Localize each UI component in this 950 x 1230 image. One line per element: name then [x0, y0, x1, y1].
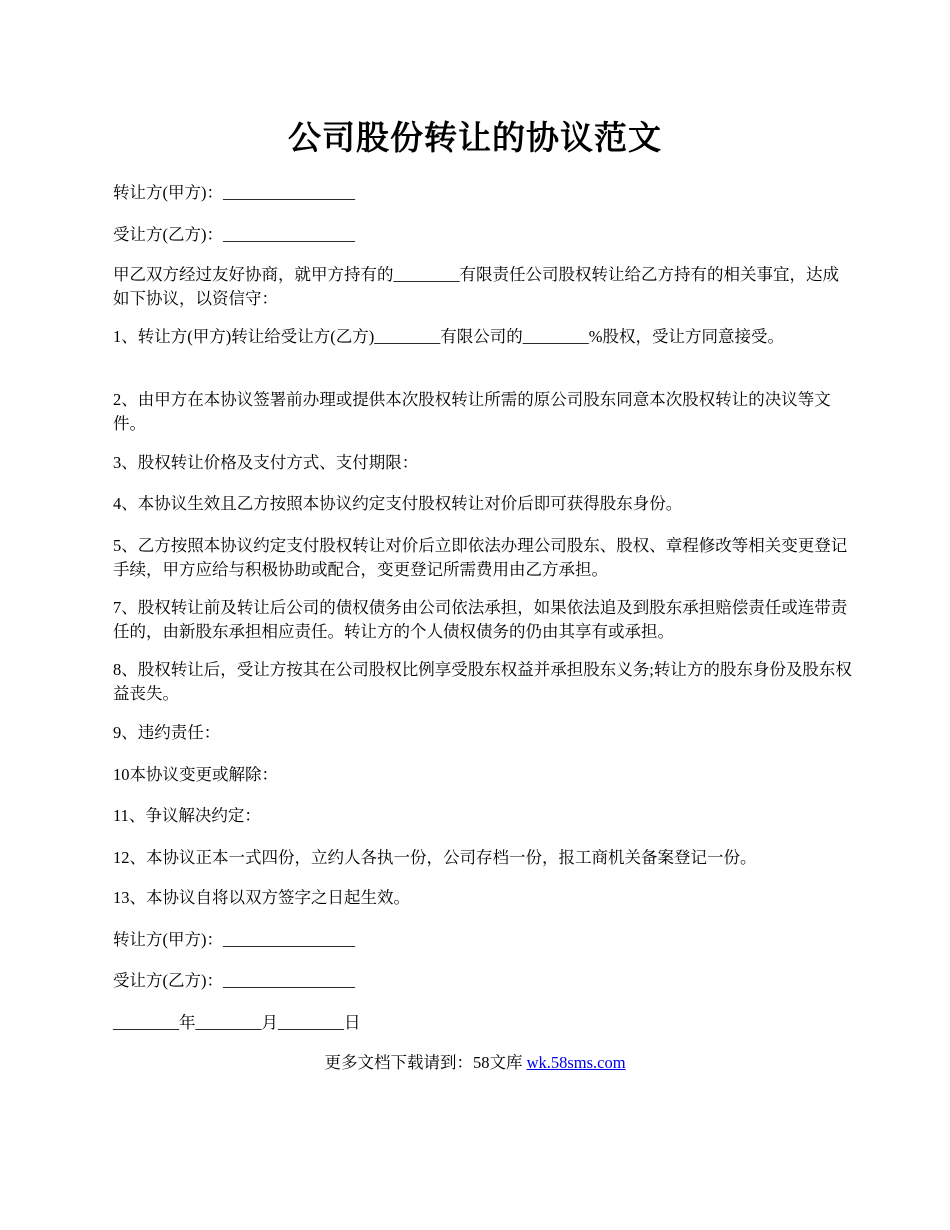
clause-1: 1、转让方(甲方)转让给受让方(乙方)________有限公司的________%股权，受让方同意接受。 — [113, 327, 784, 346]
clause-13: 13、本协议自将以双方签字之日起生效。 — [113, 888, 410, 907]
footer — [0, 1051, 950, 1075]
clause-9: 9、违约责任： — [113, 723, 221, 742]
clause-5: 5、乙方按照本协议约定支付股权转让对价后立即依法办理公司股东、股权、章程修改等相关变更登记手续，甲方应给与积极协助或配合，变更登记所需费用由乙方承担。 — [113, 536, 848, 579]
footer-text: 更多文档下载请到：58文库 — [324, 1053, 527, 1072]
clause-8: 8、股权转让后，受让方按其在公司股权比例享受股东权益并承担股东义务;转让方的股东身份及股东权益丧失。 — [113, 660, 852, 703]
clause-11: 11、争议解决约定： — [113, 806, 261, 825]
clause-10: 10本协议变更或解除： — [113, 765, 278, 784]
date-line: ________年________月________日 — [113, 1013, 361, 1032]
intro-paragraph: 甲乙双方经过友好协商，就甲方持有的________有限责任公司股权转让给乙方持有的相关事宜，达成如下协议，以资信守： — [113, 265, 839, 308]
transferor-line: 转让方(甲方)：________________ — [113, 183, 355, 202]
clause-2: 2、由甲方在本协议签署前办理或提供本次股权转让所需的原公司股东同意本次股权转让的决议等文件。 — [113, 390, 831, 433]
clause-4: 4、本协议生效且乙方按照本协议约定支付股权转让对价后即可获得股东身份。 — [113, 494, 683, 513]
transferee-line: 受让方(乙方)：________________ — [113, 225, 355, 244]
signature-transferee-line: 受让方(乙方)：________________ — [113, 971, 355, 990]
clause-3: 3、股权转让价格及支付方式、支付期限： — [113, 453, 419, 472]
document-title: 公司股份转让的协议范文 — [288, 121, 662, 157]
signature-transferor-line: 转让方(甲方)：________________ — [113, 930, 355, 949]
clause-7: 7、股权转让前及转让后公司的债权债务由公司依法承担，如果依法追及到股东承担赔偿责任或连带责任的，由新股东承担相应责任。转让方的个人债权债务的仍由其享有或承担。 — [113, 598, 848, 641]
clause-12: 12、本协议正本一式四份，立约人各执一份，公司存档一份，报工商机关备案登记一份。 — [113, 848, 757, 867]
footer-link[interactable]: wk.58sms.com — [526, 1053, 626, 1072]
